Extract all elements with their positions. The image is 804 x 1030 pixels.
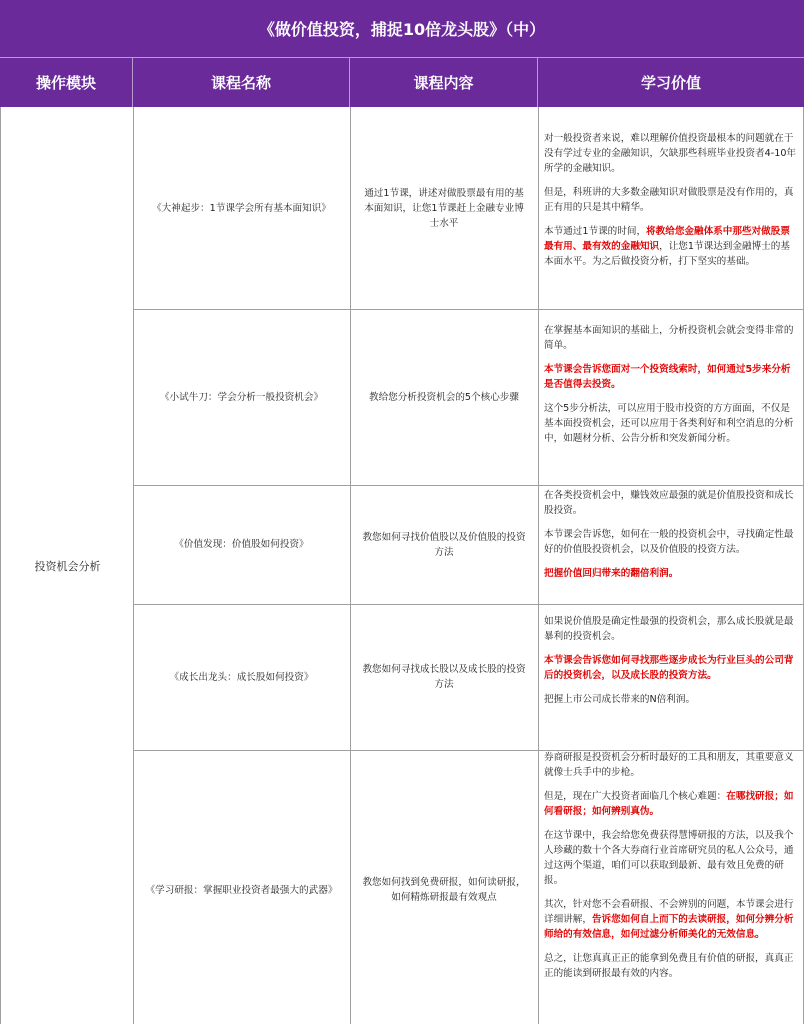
highlight-text: 将教给您金融体系中那些对做股票最有用、最有效的金融知识 xyxy=(544,226,790,252)
value-paragraph xyxy=(544,750,797,780)
value-paragraph xyxy=(544,527,797,557)
value-paragraph xyxy=(544,401,797,446)
value-text: 但是，科班讲的大多数金融知识对做股票是没有作用的，真正有用的只是其中精华。 xyxy=(544,187,794,213)
course-content-cell: 教您如何寻找成长股以及成长股的投资方法 xyxy=(362,664,526,690)
value-paragraph xyxy=(544,131,797,176)
value-paragraph xyxy=(544,789,797,819)
header-learning-value: 学习价值 xyxy=(640,74,701,92)
value-text: 总之，让您真真正正的能拿到免费且有价值的研报，真真正正的能读到研报最有效的内容。 xyxy=(544,953,794,979)
value-paragraph xyxy=(544,488,797,518)
course-content-cell: 通过1节课，讲述对做股票最有用的基本面知识，让您1节课赶上金融专业博士水平 xyxy=(364,187,524,229)
highlight-text: 本节课会告诉您面对一个投资线索时，如何通过5步来分析是否值得去投资。 xyxy=(544,364,791,390)
course-name-cell: 《大神起步：1节课学会所有基本面知识》 xyxy=(152,202,331,214)
learning-value-cell xyxy=(538,604,803,750)
value-text: 券商研报是投资机会分析时最好的工具和朋友，其重要意义就像士兵手中的步枪。 xyxy=(544,752,794,778)
learning-value-cell xyxy=(538,107,803,309)
table-header xyxy=(0,57,804,107)
learning-value-cell xyxy=(538,485,803,604)
course-name-cell: 《成长出龙头：成长股如何投资》 xyxy=(169,671,314,683)
value-paragraph xyxy=(544,323,797,353)
value-text: 本节通过1节课的时间， xyxy=(544,226,647,237)
course-content-cell: 教您如何找到免费研报，如何读研报，如何精炼研报最有效观点 xyxy=(362,877,526,903)
value-text: 在各类投资机会中，赚钱效应最强的就是价值股投资和成长股投资。 xyxy=(544,490,794,516)
value-paragraph xyxy=(544,828,797,888)
value-text: 对一般投资者来说，难以理解价值投资最根本的问题就在于没有学过专业的金融知识，欠缺那些科班毕业投资者4-10年所学的金融知识。 xyxy=(544,133,797,174)
value-paragraph xyxy=(544,653,797,683)
value-text: 本节课会告诉您，如何在一般的投资机会中，寻找确定性最好的价值股投资机会，以及价值股的投资方法。 xyxy=(544,529,794,555)
value-paragraph xyxy=(544,614,797,644)
value-paragraph xyxy=(544,185,797,215)
header-course-content: 课程内容 xyxy=(350,58,538,107)
value-paragraph xyxy=(544,951,797,981)
value-paragraph xyxy=(544,224,797,269)
learning-value-cell xyxy=(538,750,803,1030)
value-text: 其次，针对您不会看研报、不会辨别的问题，本节课会进行详细讲解， xyxy=(544,899,794,925)
value-text: ，让您1节课达到金融博士的基本面水平。为之后做投资分析，打下坚实的基础。 xyxy=(544,241,790,267)
page-title: 《做价值投资，捕捉10倍龙头股》（中） xyxy=(0,0,804,57)
value-paragraph xyxy=(544,362,797,392)
learning-value-cell xyxy=(538,309,803,485)
value-text: 这个5步分析法，可以应用于股市投资的方方面面，不仅是基本面投资机会，还可以应用于各类利好和利空消息的分析中，如题材分析、公告分析和突发新闻分析。 xyxy=(544,403,794,444)
course-name-cell: 《小试牛刀：学会分析一般投资机会》 xyxy=(159,391,324,403)
highlight-text: 在哪找研报；如何看研报；如何辨别真伪。 xyxy=(544,791,794,817)
course-content-cell: 教给您分析投资机会的5个核心步骤 xyxy=(368,391,519,403)
value-text: 如果说价值股是确定性最强的投资机会，那么成长股就是最暴利的投资机会。 xyxy=(544,616,794,642)
value-paragraph xyxy=(544,897,797,942)
course-name-cell: 《学习研报：掌握职业投资者最强大的武器》 xyxy=(145,884,338,896)
course-content-cell: 教您如何寻找价值股以及价值股的投资方法 xyxy=(362,531,526,558)
highlight-text: 告诉您如何自上而下的去读研报，如何分辨分析师给的有效信息，如何过滤分析师美化的无效信息。 xyxy=(544,914,794,940)
value-text: 但是，现在广大投资者面临几个核心难题： xyxy=(544,791,727,802)
value-paragraph xyxy=(544,566,797,581)
header-course-name: 课程名称 xyxy=(133,58,350,107)
header-module: 操作模块 xyxy=(0,58,133,107)
highlight-text: 本节课会告诉您如何寻找那些逐步成长为行业巨头的公司背后的投资机会，以及成长股的投资方法。 xyxy=(544,655,794,681)
module-cell: 投资机会分析 xyxy=(34,559,101,573)
highlight-text: 把握价值回归带来的翻倍利润。 xyxy=(544,568,679,579)
value-text: 在这节课中，我会给您免费获得慧博研报的方法，以及我个人珍藏的数十个各大券商行业首席研究员的私人公众号，通过这两个渠道，咱们可以获取到最新、最有效且免费的研报。 xyxy=(544,830,794,886)
value-paragraph xyxy=(544,692,797,707)
value-text: 把握上市公司成长带来的N倍利润。 xyxy=(544,694,696,705)
course-name-cell: 《价值发现：价值股如何投资》 xyxy=(174,539,309,550)
value-text: 在掌握基本面知识的基础上，分析投资机会就会变得非常的简单。 xyxy=(544,325,794,351)
